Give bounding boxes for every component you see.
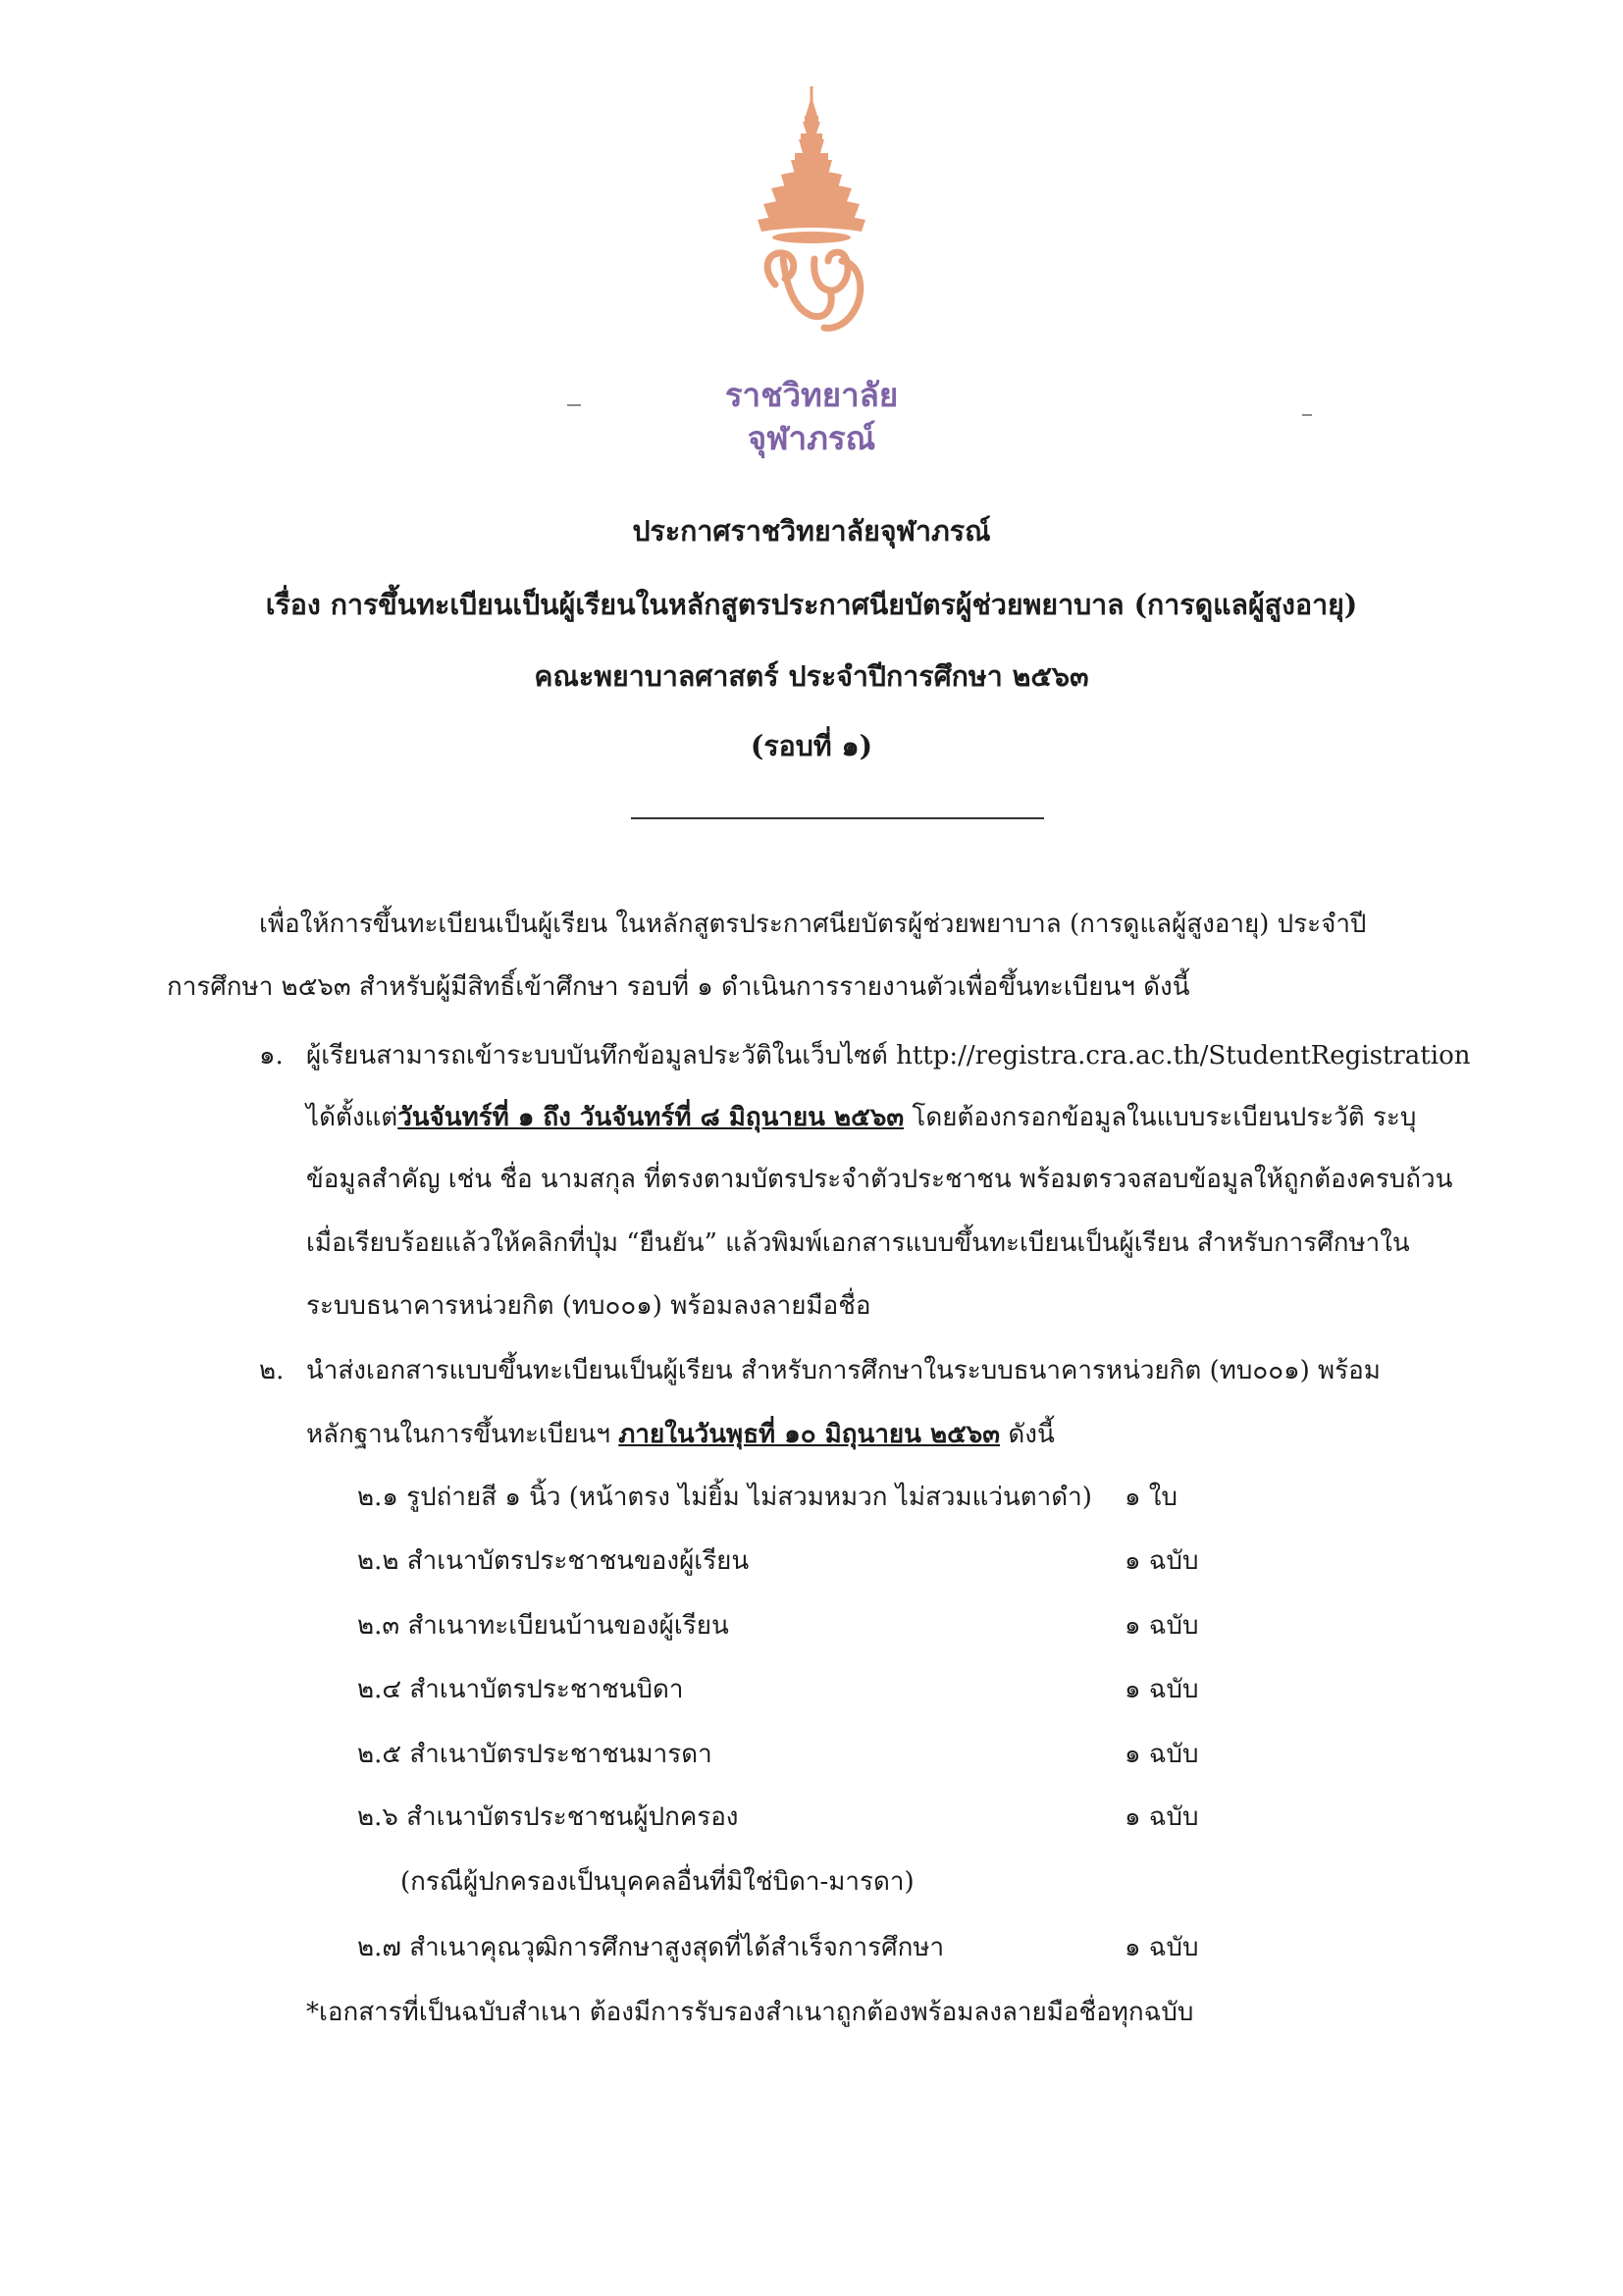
document-item-qty: ๑ ฉบับ xyxy=(1125,1611,1199,1641)
certification-footnote: *เอกสารที่เป็นฉบับสำเนา ต้องมีการรับรองสำเนาถูกต้องพร้อมลงลายมือชื่อทุกฉบับ xyxy=(306,1998,1194,2027)
document-item-label: ๒.๗ สำเนาคุณวุฒิการศึกษาสูงสุดที่ได้สำเร็จการศึกษา xyxy=(357,1933,945,1962)
item2-line-2-pre: หลักฐานในการขึ้นทะเบียนฯ xyxy=(306,1420,619,1449)
item1-line-2-pre: ได้ตั้งแต่ xyxy=(306,1103,398,1132)
document-item-qty: ๑ ฉบับ xyxy=(1125,1802,1199,1832)
college-emblem-icon xyxy=(718,82,905,367)
document-item-qty: ๑ ฉบับ xyxy=(1125,1675,1199,1704)
item2-line-1: นำส่งเอกสารแบบขึ้นทะเบียนเป็นผู้เรียน สำหรับการศึกษาในระบบธนาคารหน่วยกิต (ทบ๐๐๑) พร้อม xyxy=(306,1356,1381,1385)
intro-line-1: เพื่อให้การขึ้นทะเบียนเป็นผู้เรียน ในหลักสูตรประกาศนียบัตรผู้ช่วยพยาบาล (การดูแลผู้สูงอายุ) ประจำปี xyxy=(259,910,1367,939)
item1-line-3: ข้อมูลสำคัญ เช่น ชื่อ นามสกุล ที่ตรงตามบัตรประจำตัวประชาชน พร้อมตรวจสอบข้อมูลให้ถูกต้องครบถ้วน xyxy=(306,1165,1453,1194)
document-item-qty: ๑ ฉบับ xyxy=(1125,1933,1199,1962)
institution-name-line1: ราชวิทยาลัย xyxy=(724,376,899,414)
document-item-note: (กรณีผู้ปกครองเป็นบุคคลอื่นที่มิใช่บิดา-มารดา) xyxy=(400,1867,915,1897)
item1-line-1: ผู้เรียนสามารถเข้าระบบบันทึกข้อมูลประวัติในเว็บไซต์ http://registra.cra.ac.th/StudentRegistration xyxy=(306,1041,1471,1070)
intro-line-2: การศึกษา ๒๕๖๓ สำหรับผู้มีสิทธิ์เข้าศึกษา รอบที่ ๑ ดำเนินการรายงานตัวเพื่อขึ้นทะเบียนฯ ดังนี้ xyxy=(167,972,1190,1002)
document-item-label: ๒.๔ สำเนาบัตรประชาชนบิดา xyxy=(357,1675,684,1704)
document-item-label: ๒.๑ รูปถ่ายสี ๑ นิ้ว (หน้าตรง ไม่ยิ้ม ไม่สวมหมวก ไม่สวมแว่นตาดำ) xyxy=(357,1483,1092,1512)
item2-number: ๒. xyxy=(259,1356,285,1385)
document-item-label: ๒.๕ สำเนาบัตรประชาชนมารดา xyxy=(357,1740,712,1769)
announcement-title: ประกาศราชวิทยาลัยจุฬาภรณ์ xyxy=(632,514,991,548)
item1-line-2-post: โดยต้องกรอกข้อมูลในแบบระเบียนประวัติ ระบุ xyxy=(904,1103,1417,1132)
announcement-subject: เรื่อง การขึ้นทะเบียนเป็นผู้เรียนในหลักสูตรประกาศนียบัตรผู้ช่วยพยาบาล (การดูแลผู้สูงอายุ) xyxy=(265,588,1358,621)
announcement-faculty-year: คณะพยาบาลศาสตร์ ประจำปีการศึกษา ๒๕๖๓ xyxy=(534,659,1089,693)
document-item-label: ๒.๖ สำเนาบัตรประชาชนผู้ปกครอง xyxy=(357,1802,739,1832)
document-item-qty: ๑ ฉบับ xyxy=(1125,1740,1199,1769)
item1-line-4: เมื่อเรียบร้อยแล้วให้คลิกที่ปุ่ม “ยืนยัน” แล้วพิมพ์เอกสารแบบขึ้นทะเบียนเป็นผู้เรียน สำหรับการศึกษาใน xyxy=(306,1228,1410,1258)
scan-speck xyxy=(567,404,581,406)
item1-line-2 xyxy=(306,1097,1416,1137)
item2-line-2-post: ดังนี้ xyxy=(1000,1420,1055,1449)
item1-number: ๑. xyxy=(259,1041,284,1070)
item1-line-5: ระบบธนาคารหน่วยกิต (ทบ๐๐๑) พร้อมลงลายมือชื่อ xyxy=(306,1291,871,1321)
document-item-label: ๒.๒ สำเนาบัตรประชาชนของผู้เรียน xyxy=(357,1546,750,1576)
item2-line-2 xyxy=(306,1414,1055,1454)
document-item-label: ๒.๓ สำเนาทะเบียนบ้านของผู้เรียน xyxy=(357,1611,729,1641)
document-item-qty: ๑ ใบ xyxy=(1125,1483,1178,1512)
institution-name-line2: จุฬาภรณ์ xyxy=(747,419,876,457)
announcement-round: (รอบที่ ๑) xyxy=(750,729,873,762)
registration-period: วันจันทร์ที่ ๑ ถึง วันจันทร์ที่ ๘ มิถุนายน ๒๕๖๓ xyxy=(397,1103,905,1132)
scan-speck xyxy=(1302,414,1312,416)
submission-deadline: ภายในวันพุธที่ ๑๐ มิถุนายน ๒๕๖๓ xyxy=(618,1420,1001,1449)
heading-divider xyxy=(631,817,1044,819)
document-item-qty: ๑ ฉบับ xyxy=(1125,1546,1199,1576)
